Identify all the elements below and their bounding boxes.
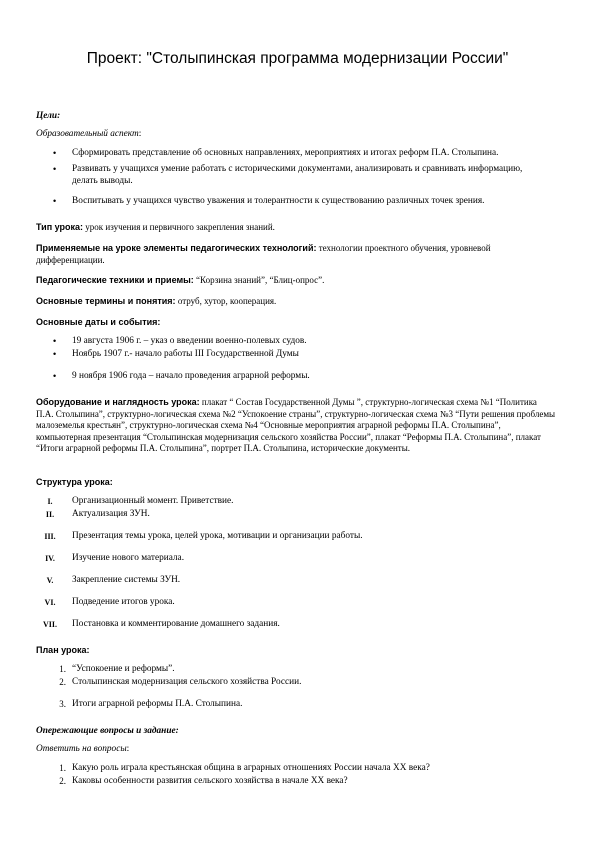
lesson-type-label: Тип урока: — [36, 222, 84, 232]
plan-number: 3. — [59, 699, 66, 709]
goal-item: Развивать у учащихся умение работать с историческими документами, анализировать и сравнивать информацию, делать выводы. — [72, 164, 523, 186]
bullet-icon: • — [53, 371, 57, 381]
lesson-type — [36, 222, 561, 234]
plan-number: 1. — [59, 664, 66, 674]
structure-item: Организационный момент. Приветствие. — [72, 496, 234, 506]
goals-aspect-line — [36, 129, 561, 141]
equipment-text: плакат “ Состав Государственной Думы ”, структурно-логическая схема №1 “Политика П.А. Столыпина”, структурно-логическая схема №2 “Успокоение страны”, структурно-логическая схема №3 “Пути решения проблемы малоземелья крестьян”, структурно-логическая схема №4 “Основные мероприятия аграрной реформы П.А. Столыпина”, компьютерная презентация “Столыпинская модернизация сельского хозяйства России”, плакат “Реформы П.А. Столыпина”, плакат “Итоги аграрной реформы П.А. Столыпина”, портрет П.А. Столыпина, исторические документы. — [36, 397, 556, 453]
plan-item: Столыпинская модернизация сельского хозяйства России. — [72, 677, 302, 687]
lesson-type-text: урок изучения и первичного закрепления знаний. — [83, 222, 275, 232]
goal-item: Воспитывать у учащихся чувство уважения и толерантности к существованию различных точек зрения. — [72, 196, 485, 206]
techniques-text: “Корзина знаний”, “Блиц-опрос”. — [193, 275, 325, 285]
dates-heading: Основные даты и события: — [36, 317, 161, 327]
equipment — [36, 397, 556, 455]
plan-item: Итоги аграрной реформы П.А. Столыпина. — [72, 699, 243, 709]
page-title: Проект: "Столыпинская программа модернизации России" — [86, 50, 509, 67]
plan-item: “Успокоение и реформы”. — [72, 664, 175, 674]
bullet-icon: • — [53, 349, 57, 359]
technologies-label: Применяемые на уроке элементы педагогических технологий: — [36, 243, 317, 253]
bullet-icon: • — [53, 336, 57, 346]
advance-heading: Опережающие вопросы и задание: — [36, 726, 179, 736]
structure-item: Постановка и комментирование домашнего задания. — [72, 619, 280, 629]
goals-aspect-colon: : — [138, 129, 142, 139]
advance-subheading-line — [36, 744, 561, 756]
techniques-label: Педагогические техники и приемы: — [36, 275, 194, 285]
plan-heading: План урока: — [36, 645, 90, 655]
structure-number: VII. — [42, 620, 57, 629]
structure-item: Актуализация ЗУН. — [72, 509, 150, 519]
equipment-label: Оборудование и наглядность урока: — [36, 397, 200, 407]
question-number: 1. — [59, 763, 66, 773]
technologies — [36, 243, 526, 266]
bullet-icon: • — [53, 148, 57, 158]
structure-number: IV. — [45, 554, 55, 563]
question-item: Какую роль играла крестьянская община в аграрных отношениях России начала ХХ века? — [72, 763, 430, 773]
bullet-icon: • — [53, 164, 57, 174]
advance-subheading: Ответить на вопросы — [36, 744, 127, 754]
plan-number: 2. — [59, 677, 66, 687]
structure-number: I. — [47, 497, 53, 506]
structure-item: Подведение итогов урока. — [72, 597, 175, 607]
terms — [36, 296, 561, 308]
date-item: 19 августа 1906 г. – указ о введении военно-полевых судов. — [72, 336, 307, 346]
structure-item: Презентация темы урока, целей урока, мотивации и организации работы. — [72, 531, 363, 541]
terms-text: отруб, хутор, кооперация. — [175, 296, 277, 306]
question-item: Каковы особенности развития сельского хозяйства в начале ХХ века? — [72, 776, 348, 786]
structure-heading: Структура урока: — [36, 477, 113, 487]
structure-number: V. — [46, 576, 54, 585]
terms-label: Основные термины и понятия: — [36, 296, 176, 306]
goal-item: Сформировать представление об основных направлениях, мероприятиях и итогах реформ П.А. Столыпина. — [72, 148, 499, 158]
structure-number: VI. — [44, 598, 56, 607]
goals-aspect: Образовательный аспект — [36, 129, 139, 139]
structure-item: Изучение нового материала. — [72, 553, 185, 563]
techniques — [36, 275, 561, 287]
question-number: 2. — [59, 776, 66, 786]
goals-heading: Цели: — [36, 111, 61, 121]
advance-subheading-colon: : — [126, 744, 130, 754]
technologies-text: технологии проектного обучения, уровневой дифференциации. — [36, 243, 491, 265]
structure-number: II. — [45, 510, 55, 519]
date-item: 9 ноября 1906 года – начало проведения аграрной реформы. — [72, 371, 310, 381]
date-item: Ноябрь 1907 г.- начало работы III Государственной Думы — [72, 349, 299, 359]
structure-item: Закрепление системы ЗУН. — [72, 575, 181, 585]
bullet-icon: • — [53, 196, 57, 206]
structure-number: III. — [44, 532, 56, 541]
